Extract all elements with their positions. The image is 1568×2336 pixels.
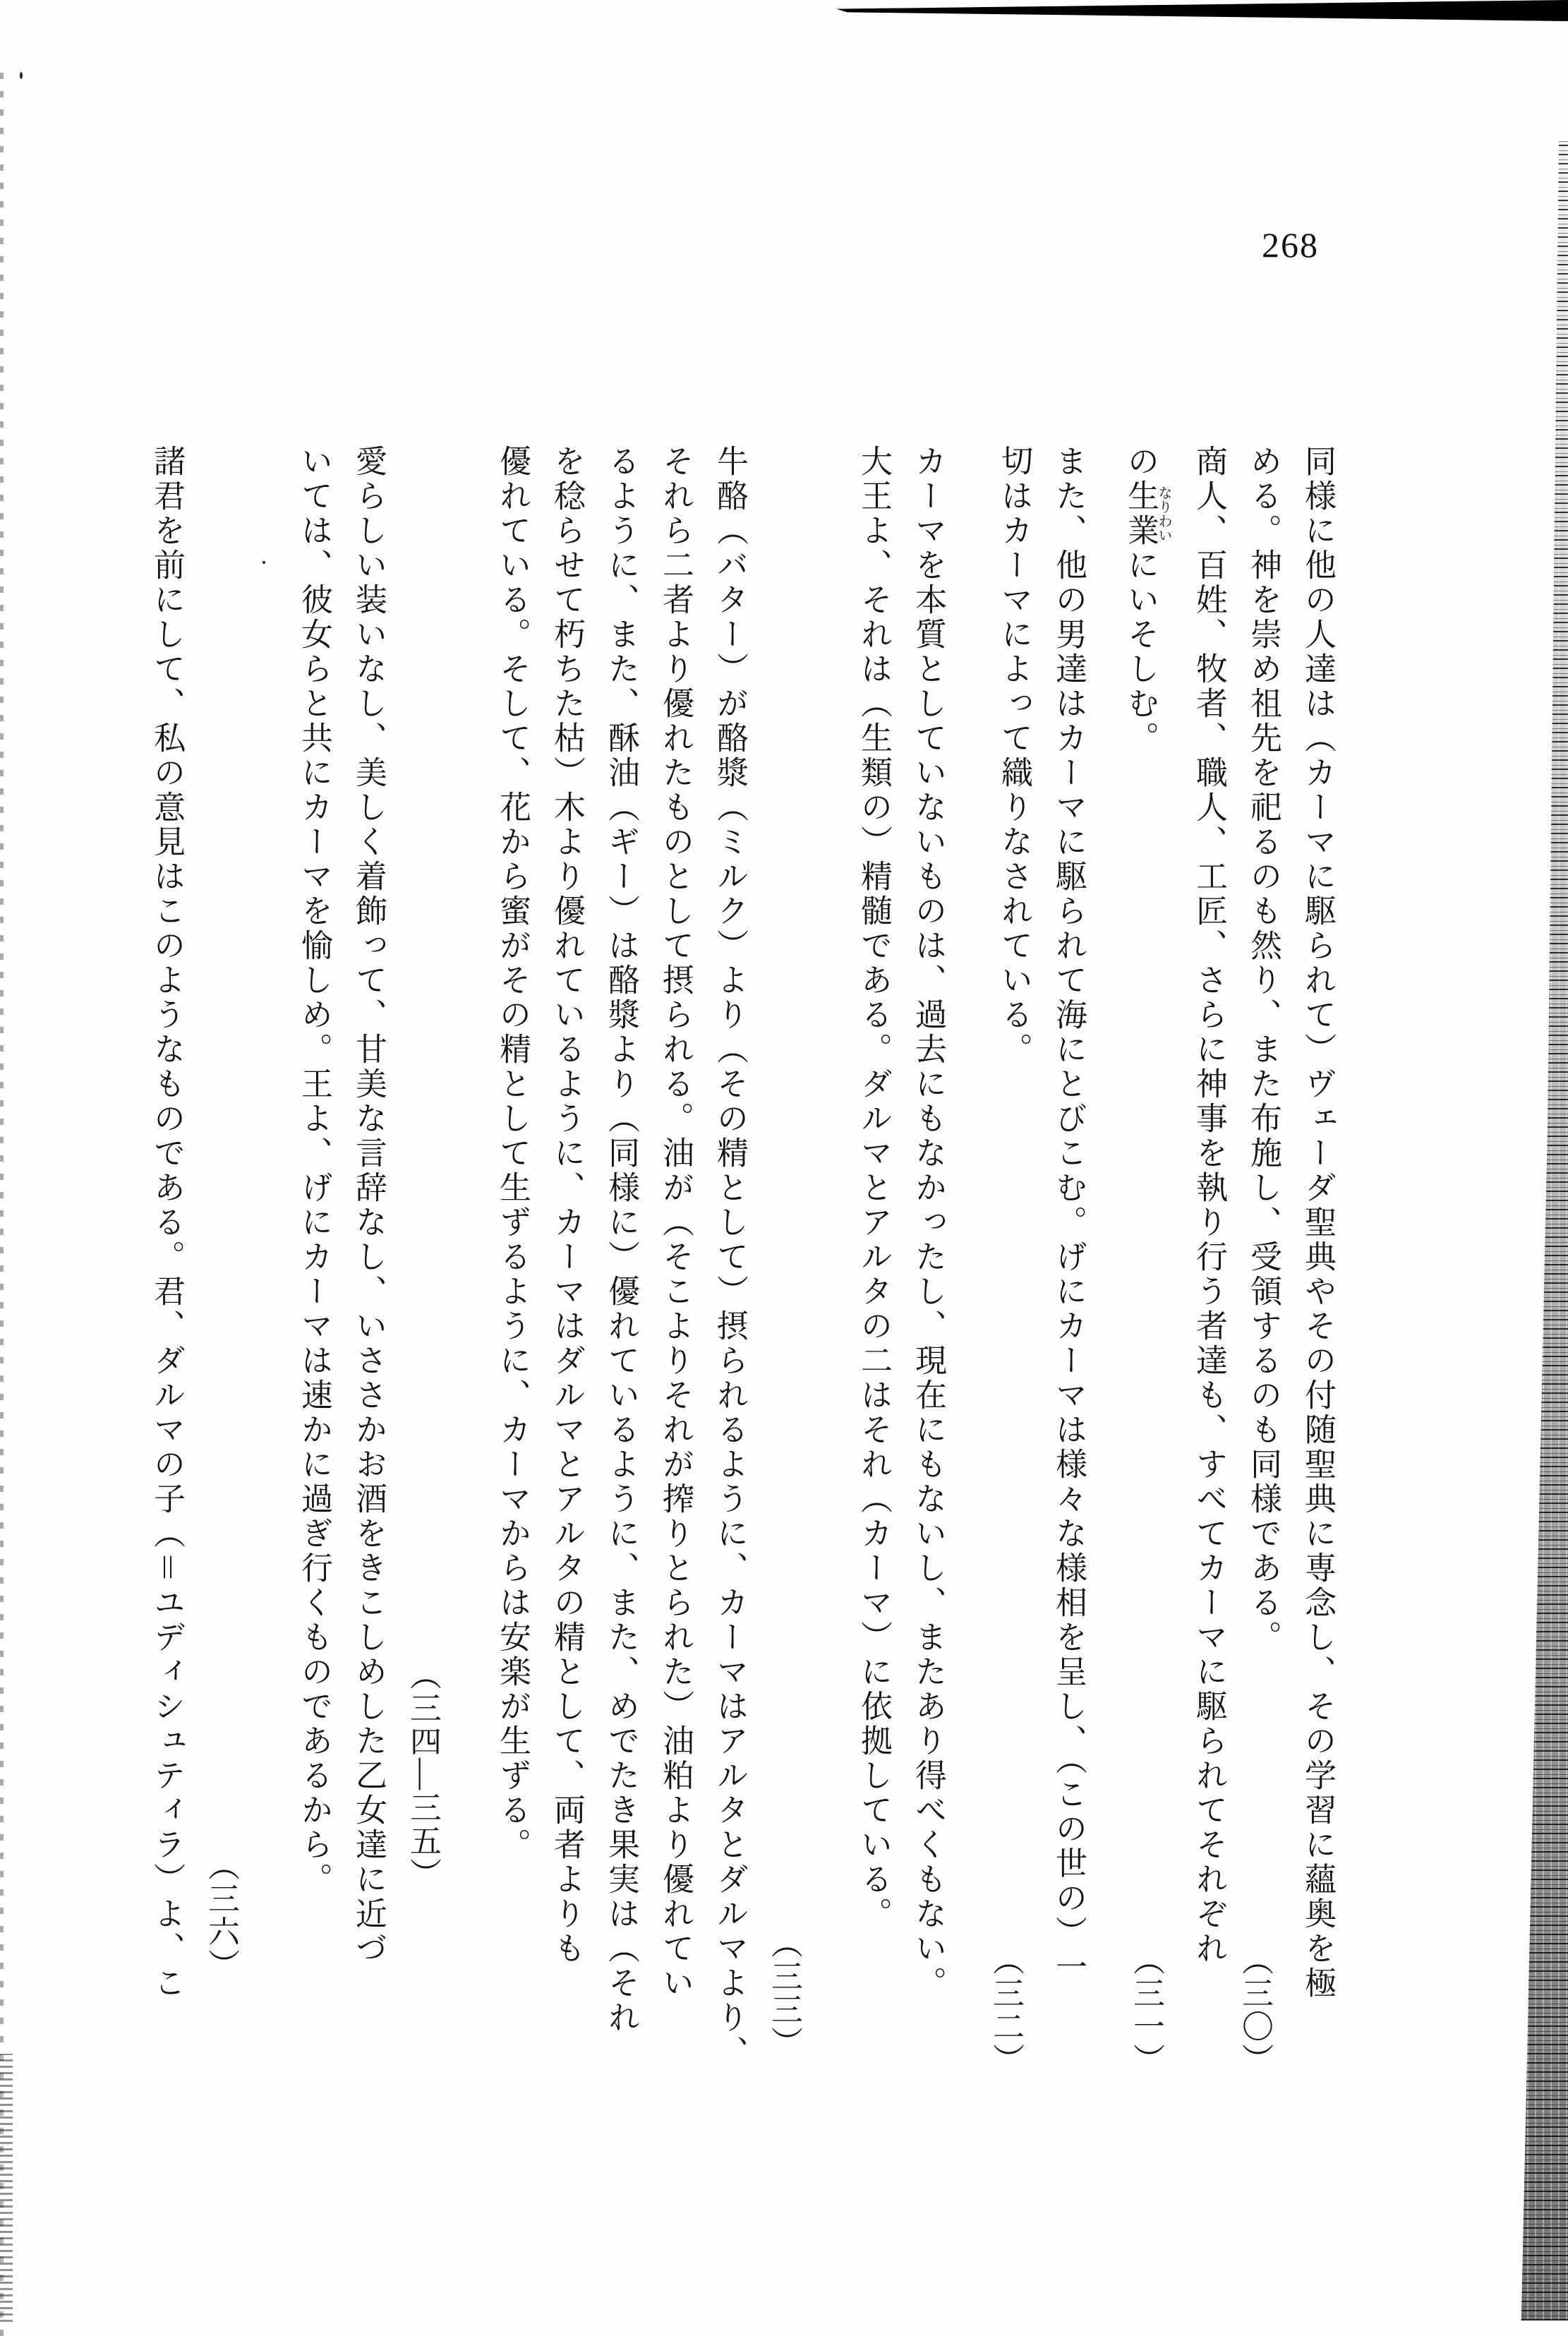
- text-column: 牛酪（バター）が酪漿（ミルク）より（その精として）摂られるように、カーマはアルタとダルマより、: [712, 445, 747, 2070]
- scan-speck: [20, 72, 23, 79]
- text-column: いては、彼女らと共にカーマを愉しめ。王よ、げにカーマは速かに過ぎ行くものであるから。: [296, 445, 332, 1897]
- scan-speckles-bottom-left: [0, 2054, 13, 2322]
- ruby-annotated-word: 生業なりわい: [1123, 479, 1171, 548]
- text-column: 愛らしい装いなし、美しく着飾って、甘美な言辞なし、いささかお酒をきこしめした乙女達に近づ: [351, 445, 386, 1966]
- text-column: める。神を崇め祖先を祀るのも然り、また布施し、受領するのも同様である。 （三〇）: [1237, 445, 1281, 2076]
- verse-number-column: （三六）: [203, 1849, 239, 1982]
- text-column: 諸君を前にして、私の意見はこのようなものである。君、ダルマの子（＝ユディシュティラ）よ、こ: [149, 445, 184, 2001]
- text-column: るように、また、酥油（ギー）は酪漿より（同様に）優れているように、また、めでたき果実は（それ: [603, 445, 639, 2035]
- verse-number: （三一）: [1128, 1944, 1164, 2076]
- text-column: 同様に他の人達は（カーマに駆られて）ヴェーダ聖典やその付随聖典に専念し、その学習に蘊奥を極: [1300, 445, 1335, 2001]
- text-column: カーマを本質としていないものは、過去にもなかったし、現在にもないし、またあり得べくもない。: [910, 445, 946, 2001]
- text-column: の生業なりわいにいそしむ。 （三一）: [1123, 445, 1171, 2076]
- scan-edge-line-left: [0, 64, 4, 2336]
- text-column: 切はカーマによって織りなされている。 （三二）: [988, 445, 1032, 2076]
- scan-edge-noise-right: [1517, 141, 1568, 2320]
- text-column: を稔らせて朽ちた枯）木より優れているように、カーマはダルマとアルタの精として、両者よりも: [549, 445, 584, 1966]
- text-column: 優れている。そして、花から蜜がその精として生ずるように、カーマからは安楽が生ずる。: [495, 445, 530, 1862]
- text-column: それら二者より優れたものとして摂られる。油が（そこよりそれが搾りとられた）油粕より優れてい: [658, 445, 693, 2001]
- verse-number: （三二）: [988, 1944, 1023, 2076]
- text-column: 商人、百姓、牧者、職人、工匠、さらに神事を執り行う者達も、すべてカーマに駆られてそれぞれ: [1191, 445, 1226, 1966]
- verse-number-column: （三三）: [766, 1927, 802, 2059]
- verse-number: （三〇）: [1237, 1944, 1272, 2076]
- scan-edge-shadow-top: [836, 0, 1568, 21]
- page-number: 268: [1262, 225, 1319, 265]
- verse-number-column: （三四―三五）: [405, 1658, 440, 1891]
- text-column: 大王よ、それは（生類の）精髄である。ダルマとアルタの二はそれ（カーマ）に依拠している。: [856, 445, 891, 1932]
- text-column: また、他の男達はカーマに駆られて海にとびこむ。げにカーマは様々な様相を呈し、（この世の）一: [1051, 445, 1086, 1985]
- text-block: [128, 445, 1335, 2076]
